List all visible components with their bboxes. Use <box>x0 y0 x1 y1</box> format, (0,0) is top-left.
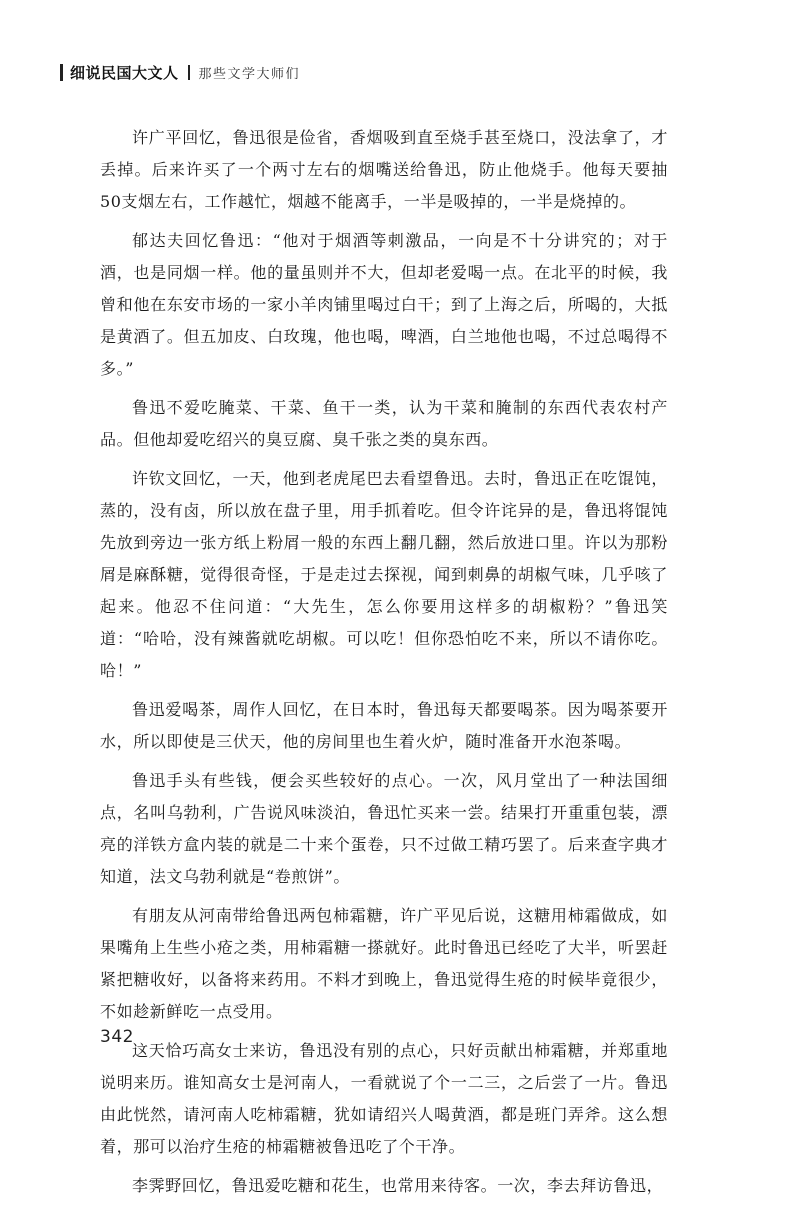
header-separator <box>188 65 190 80</box>
body-text <box>100 122 668 1209</box>
paragraph: 鲁迅爱喝茶，周作人回忆，在日本时，鲁迅每天都要喝茶。因为喝茶要开水，所以即使是三伏天，他的房间里也生着火炉，随时准备开水泡茶喝。 <box>100 700 668 751</box>
book-subtitle: 那些文学大师们 <box>198 66 301 82</box>
book-title: 细说民国大文人 <box>70 63 179 82</box>
paragraph: 许广平回忆，鲁迅很是俭省，香烟吸到直至烧手甚至烧口，没法拿了，才丢掉。后来许买了一个两寸左右的烟嘴送给鲁迅，防止他烧手。他每天要抽50支烟左右，工作越忙，烟越不能离手，一半是吸掉的，一半是烧掉的。 <box>100 128 668 211</box>
paragraph: 鲁迅手头有些钱，便会买些较好的点心。一次，风月堂出了一种法国细点，名叫乌勃利，广告说风味淡泊，鲁迅忙买来一尝。结果打开重重包装，漂亮的洋铁方盒内装的就是二十来个蛋卷，只不过做工精巧罢了。后来查字典才知道，法文乌勃利就是“卷煎饼”。 <box>100 771 668 886</box>
paragraph: 有朋友从河南带给鲁迅两包柿霜糖，许广平见后说，这糖用柿霜做成，如果嘴角上生些小疮之类，用柿霜糖一搽就好。此时鲁迅已经吃了大半，听罢赶紧把糖收好，以备将来药用。不料才到晚上，鲁迅觉得生疮的时候毕竟很少，不如趁新鲜吃一点受用。 <box>100 906 668 1021</box>
paragraph: 郁达夫回忆鲁迅：“他对于烟酒等刺激品，一向是不十分讲究的；对于酒，也是同烟一样。他的量虽则并不大，但却老爱喝一点。在北平的时候，我曾和他在东安市场的一家小羊肉铺里喝过白干；到了上海之后，所喝的，大抵是黄酒了。但五加皮、白玫瑰，他也喝，啤酒，白兰地他也喝，不过总喝得不多。” <box>100 231 668 378</box>
header-left-bar <box>60 64 63 81</box>
page-number: 342 <box>100 1027 134 1047</box>
paragraph: 这天恰巧高女士来访，鲁迅没有别的点心，只好贡献出柿霜糖，并郑重地说明来历。谁知高女士是河南人，一看就说了个一二三，之后尝了一片。鲁迅由此恍然，请河南人吃柿霜糖，犹如请绍兴人喝黄酒，都是班门弄斧。这么想着，那可以治疗生疮的柿霜糖被鲁迅吃了个干净。 <box>100 1041 668 1156</box>
running-header <box>60 60 300 84</box>
paragraph: 鲁迅不爱吃腌菜、干菜、鱼干一类，认为干菜和腌制的东西代表农村产品。但他却爱吃绍兴的臭豆腐、臭千张之类的臭东西。 <box>100 398 668 449</box>
paragraph: 许钦文回忆，一天，他到老虎尾巴去看望鲁迅。去时，鲁迅正在吃馄饨，蒸的，没有卤，所以放在盘子里，用手抓着吃。但令许诧异的是，鲁迅将馄饨先放到旁边一张方纸上粉屑一般的东西上翻几翻，然后放进口里。许以为那粉屑是麻酥糖，觉得很奇怪，于是走过去探视，闻到刺鼻的胡椒气味，几乎咳了起来。他忍不住问道：“大先生，怎么你要用这样多的胡椒粉？”鲁迅笑道：“哈哈，没有辣酱就吃胡椒。可以吃！但你恐怕吃不来，所以不请你吃。哈！” <box>100 469 668 680</box>
paragraph: 李霁野回忆，鲁迅爱吃糖和花生，也常用来待客。一次，李去拜访鲁迅， <box>132 1176 664 1195</box>
